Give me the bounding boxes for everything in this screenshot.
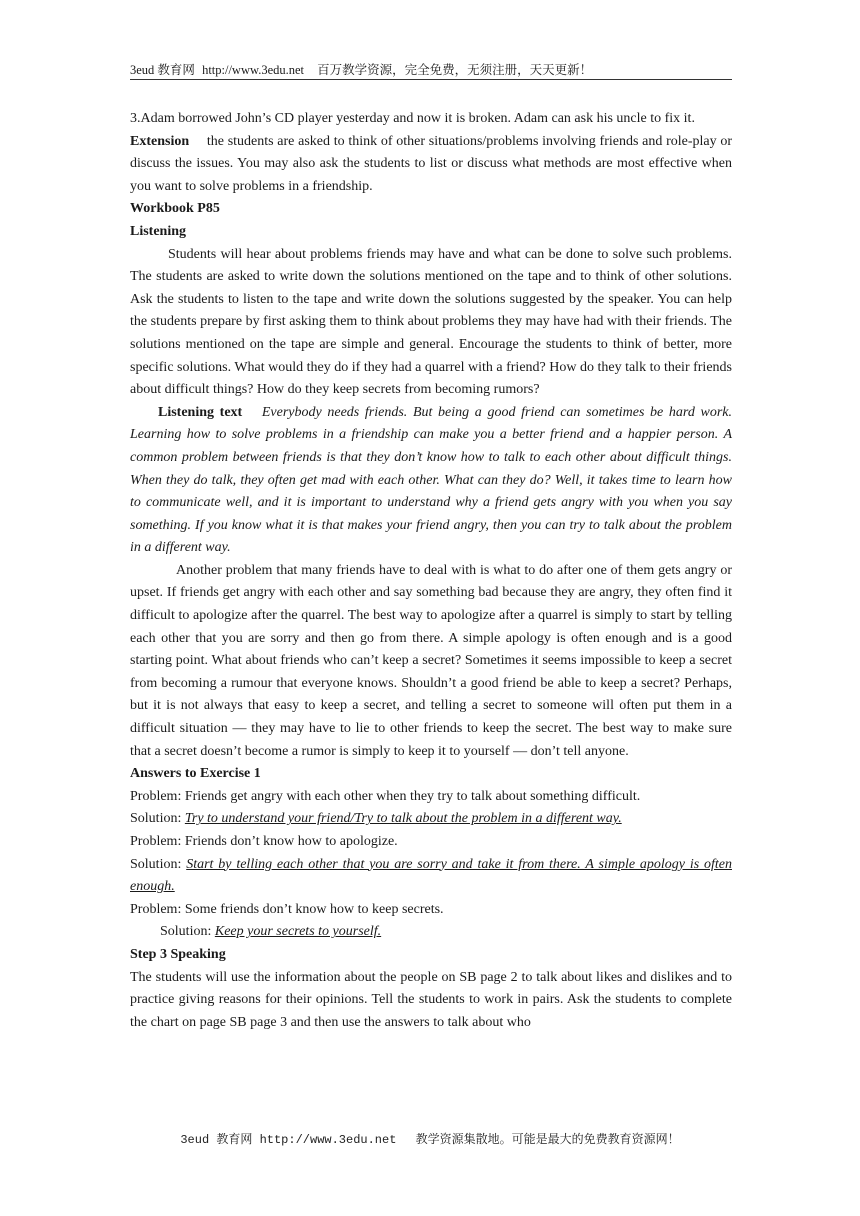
- solution-label: Solution:: [130, 811, 182, 827]
- problem-2: [130, 831, 732, 854]
- problem-1: [130, 786, 732, 809]
- another-problem-paragraph: Another problem that many friends have to deal with is what to do after one of them gets angry or upset. If friends get angry with each other and say something bad because they are angry, they often find it difficult to apologize after the quarrel. The best way to apologize after a quarrel is simply to start by telling each other that you are sorry and then go from there. A simple apology is often enough and is a good starting point. What about friends who can’t keep a secret? Sometimes it seems impossible to keep a secret from becoming a rumour that everyone knows. Shouldn’t a good friend be able to keep a secret? Perhaps, but it is not always that easy to keep a secret, and telling a secret to someone will often put them in a difficult situation — they may have to lie to other friends to keep the secret. The best way to make sure that a secret doesn’t become a rumor is simply to keep it to yourself — don’t tell anyone.: [130, 562, 732, 759]
- footer-slogan: 教学资源集散地。可能是最大的免费教育资源网！: [415, 1132, 680, 1146]
- item-3-paragraph: 3.Adam borrowed John’s CD player yesterday and now it is broken. Adam can ask his uncle to fix it.: [130, 111, 695, 126]
- extension-paragraph: [130, 131, 732, 199]
- header-url-link[interactable]: http://www.3edu.net: [202, 63, 305, 77]
- solution-2: [130, 854, 732, 899]
- workbook-heading: Workbook P85: [130, 201, 220, 217]
- solution-2-text: Start by telling each other that you are sorry and take it from there. A simple apology is often enough.: [130, 856, 732, 895]
- document-body: [130, 108, 732, 1034]
- page-header: [130, 62, 732, 80]
- problem-2-text: Friends don’t know how to apologize.: [184, 834, 398, 849]
- page-footer: [0, 1130, 860, 1147]
- solution-3-text: Keep your secrets to yourself.: [214, 924, 382, 940]
- listening-text-paragraph: [130, 402, 732, 560]
- problem-1-text: Friends get angry with each other when they try to talk about something difficult.: [184, 788, 641, 804]
- problem-label: Problem:: [130, 901, 182, 917]
- step3-paragraph: The students will use the information about the people on SB page 2 to talk about likes and dislikes and to practice giving reasons for their opinions. Tell the students to work in pairs. Ask the students to complete the chart on page SB page 3 and then use the answers to talk about who: [130, 969, 732, 1030]
- problem-3-text: Some friends don’t know how to keep secrets.: [184, 901, 444, 917]
- header-slogan: 百万教学资源，完全免费，无须注册，天天更新！: [317, 63, 593, 77]
- listening-text-label: Listening text: [158, 404, 243, 420]
- problem-3: [130, 899, 732, 922]
- footer-url-link[interactable]: http://www.3edu.net: [259, 1133, 397, 1147]
- header-site-name: 3eud 教育网: [130, 63, 195, 77]
- footer-site-name: 3eud 教育网: [180, 1133, 253, 1147]
- solution-label: Solution:: [130, 856, 182, 872]
- step3-heading: Step 3 Speaking: [130, 946, 226, 962]
- solution-label: Solution:: [160, 924, 212, 940]
- listening-heading: Listening: [130, 223, 187, 239]
- extension-text: the students are asked to think of other situations/problems involving friends and role-play or discuss the issues. You may also ask the students to list or discuss what methods are most effective when you want to solve problems in a friendship.: [130, 133, 733, 194]
- problem-label: Problem:: [130, 788, 182, 804]
- solution-3: [130, 921, 732, 944]
- problem-label: Problem:: [130, 834, 182, 849]
- listening-paragraph: Students will hear about problems friends may have and what can be done to solve such problems. The students are asked to write down the solutions mentioned on the tape and to think of other solutions. Ask the students to listen to the tape and write down the solutions suggested by the speaker. You can help the students prepare by first asking them to think about problems they may have had with their friends. The solutions mentioned on the tape are simple and general. Encourage the students to think of better, more specific solutions. What would they do if they had a quarrel with a friend? How do they talk to their friends about difficult things? How do they keep secrets from becoming rumors?: [130, 246, 732, 398]
- solution-1-text: Try to understand your friend/Try to talk about the problem in a different way.: [184, 811, 622, 827]
- solution-1: [130, 808, 732, 831]
- answers-heading: Answers to Exercise 1: [130, 766, 261, 782]
- listening-text-body: Everybody needs friends. But being a good friend can sometimes be hard work. Learning how to solve problems in a friendship can make you a better friend and a happier person. A common problem between friends is that they don’t know how to talk to each other about difficult things. When they do talk, they often get mad with each other. What can they do? Well, it takes time to learn how to communicate well, and it is important to understand why a friend gets angry with you when you say something. If you know what it is that makes your friend angry, then you can try to talk about the problem in a different way.: [130, 404, 732, 556]
- extension-label: Extension: [130, 133, 190, 149]
